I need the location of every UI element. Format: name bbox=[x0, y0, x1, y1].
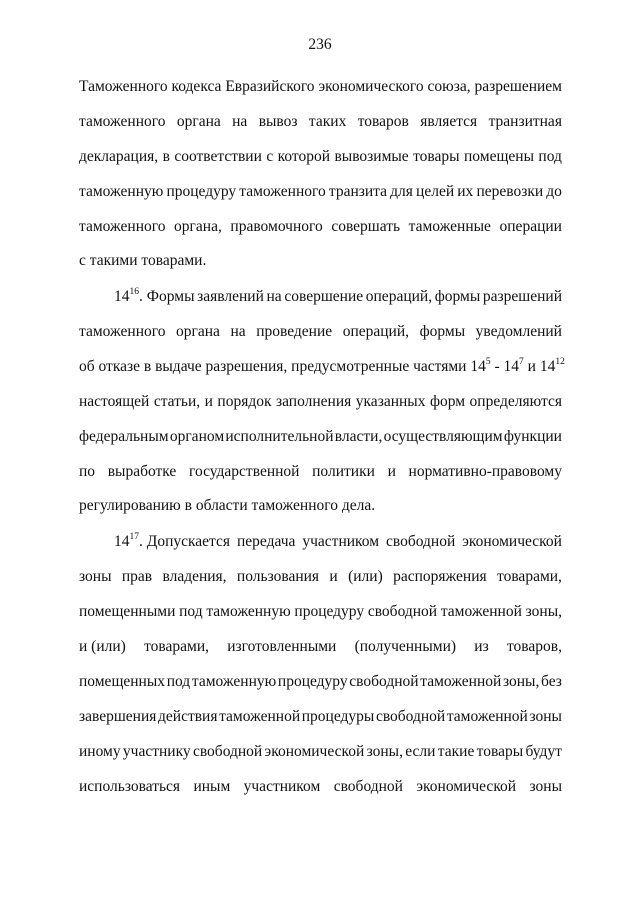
word: под bbox=[538, 148, 562, 165]
p2-line-4 bbox=[79, 392, 562, 412]
word: изготовленными bbox=[227, 638, 337, 655]
word: экономической bbox=[416, 778, 517, 795]
word: политики bbox=[312, 463, 375, 480]
p1-line-6: с такими товарами. bbox=[79, 252, 207, 269]
word: помещены bbox=[464, 148, 534, 165]
word: по bbox=[79, 463, 96, 480]
word: использоваться bbox=[79, 778, 181, 795]
word: если bbox=[405, 743, 436, 760]
word: осуществляющим bbox=[383, 428, 503, 445]
p2-line-5 bbox=[79, 427, 562, 447]
word: свободной bbox=[333, 778, 403, 795]
word: экономического bbox=[318, 78, 424, 95]
ref-part-a: $14^5$ bbox=[470, 356, 491, 375]
p1-line-4 bbox=[79, 182, 562, 202]
p2-line-3: об отказе в выдаче разрешения, предусмотренные частями $14^5 - 14^7$ и $14^{12}$ bbox=[79, 356, 565, 375]
p3-number: $14^{17}$. Допускается bbox=[114, 531, 231, 550]
word: которой bbox=[277, 148, 331, 165]
word: заполнения bbox=[276, 393, 352, 410]
word: таможенной bbox=[420, 673, 502, 690]
word: перевозки bbox=[476, 183, 544, 200]
p3-line-5 bbox=[79, 672, 562, 692]
word: (или) bbox=[348, 568, 383, 585]
word: иному bbox=[79, 743, 121, 760]
word: таможенного bbox=[79, 323, 166, 340]
word: свободной bbox=[367, 603, 438, 620]
p3-line-6 bbox=[79, 707, 562, 727]
word: из bbox=[474, 638, 489, 655]
word: операций, bbox=[342, 323, 410, 340]
word: действия bbox=[158, 708, 218, 725]
word: Таможенного bbox=[79, 78, 168, 95]
word: участником bbox=[243, 778, 321, 795]
word: владения, bbox=[162, 568, 227, 585]
word: свободной bbox=[349, 673, 419, 690]
word: органом bbox=[169, 428, 225, 445]
word: выработке bbox=[107, 463, 177, 480]
word: определяются bbox=[469, 393, 562, 410]
p2-line-7: регулированию в области таможенного дела. bbox=[79, 497, 376, 514]
word: с bbox=[266, 148, 274, 165]
word: пользования bbox=[236, 568, 320, 585]
word: (полученными) bbox=[354, 638, 457, 655]
word: зоны bbox=[529, 778, 562, 795]
word: их bbox=[457, 183, 474, 200]
word: завершения bbox=[79, 708, 157, 725]
p1-line-3 bbox=[79, 147, 562, 167]
ref-part-c: $14^{12}$ bbox=[539, 356, 565, 375]
word: товаров bbox=[357, 113, 409, 130]
word: транзита bbox=[328, 183, 388, 200]
word: Евразийского bbox=[225, 78, 315, 95]
p1-line-2 bbox=[79, 112, 562, 132]
word: разрешением bbox=[474, 78, 562, 95]
p3-line-1: $14^{17}$. Допускается передача участником свободной экономической bbox=[114, 531, 562, 550]
word: государственной bbox=[188, 463, 300, 480]
word: зоны, bbox=[525, 603, 562, 620]
word: свободной bbox=[192, 743, 263, 760]
word: без bbox=[541, 673, 562, 690]
word: целей bbox=[416, 183, 455, 200]
word: в bbox=[162, 148, 170, 165]
word: вывоз bbox=[258, 113, 298, 130]
word: и bbox=[204, 393, 213, 410]
ref-part-b: $14^7$ bbox=[503, 356, 524, 375]
p1-line-1 bbox=[79, 77, 562, 97]
word: товары bbox=[413, 148, 460, 165]
word: зоны, bbox=[366, 743, 403, 760]
word: зоны bbox=[79, 568, 112, 585]
word: таможенного bbox=[79, 113, 166, 130]
word: исполнительной bbox=[225, 428, 334, 445]
word: процедуры bbox=[301, 708, 375, 725]
word: таможенную bbox=[79, 183, 164, 200]
p2-line-6 bbox=[79, 462, 562, 482]
p3-line-2 bbox=[79, 567, 562, 587]
word: кодекса bbox=[171, 78, 222, 95]
word: таможенную bbox=[206, 603, 291, 620]
word: декларация, bbox=[79, 148, 159, 165]
word: таможенного bbox=[239, 183, 326, 200]
word: распоряжения bbox=[393, 568, 487, 585]
word: экономической bbox=[264, 743, 365, 760]
word: указанных bbox=[355, 393, 426, 410]
word: соответствии bbox=[174, 148, 262, 165]
word: форм bbox=[429, 393, 466, 410]
word: товаров, bbox=[506, 638, 562, 655]
word: свободной bbox=[375, 708, 446, 725]
word: товарами, bbox=[144, 638, 209, 655]
word: процедуру bbox=[294, 603, 365, 620]
word: таможенные bbox=[408, 218, 491, 235]
word: процедуру bbox=[166, 183, 237, 200]
word: зоны bbox=[529, 708, 562, 725]
word: вывозимые bbox=[334, 148, 409, 165]
p2-line-2 bbox=[79, 322, 562, 342]
word: органа bbox=[176, 323, 220, 340]
word: власти, bbox=[334, 428, 383, 445]
word: и bbox=[387, 463, 396, 480]
word: помещенными bbox=[79, 603, 176, 620]
word: будут bbox=[525, 743, 562, 760]
word: для bbox=[390, 183, 413, 200]
word: иным bbox=[193, 778, 231, 795]
word: на bbox=[232, 113, 248, 130]
word: органа bbox=[176, 113, 221, 130]
word: нормативно-правовому bbox=[408, 463, 562, 480]
word: таможенной bbox=[446, 708, 528, 725]
word: таких bbox=[308, 113, 347, 130]
word: до bbox=[546, 183, 562, 200]
p3-line-8 bbox=[79, 777, 562, 797]
word: и bbox=[329, 568, 338, 585]
word: таможенной bbox=[440, 603, 522, 620]
word: формы bbox=[419, 323, 466, 340]
word: статьи, bbox=[153, 393, 201, 410]
page-number: 236 bbox=[308, 36, 332, 53]
word: и (или) bbox=[79, 638, 126, 655]
word: прав bbox=[121, 568, 153, 585]
word: под bbox=[166, 673, 191, 690]
p3-line-3 bbox=[79, 602, 562, 622]
word: такие bbox=[437, 743, 475, 760]
word: федеральным bbox=[79, 428, 169, 445]
word: проведение bbox=[256, 323, 333, 340]
word: функции bbox=[503, 428, 562, 445]
word: органа, bbox=[174, 218, 222, 235]
word: на bbox=[230, 323, 246, 340]
word: правомочного bbox=[230, 218, 323, 235]
p3-line-4 bbox=[79, 637, 562, 657]
word: зоны, bbox=[502, 673, 540, 690]
word: процедуру bbox=[277, 673, 348, 690]
word: совершать bbox=[331, 218, 401, 235]
word: уведомлений bbox=[475, 323, 562, 340]
word: участнику bbox=[122, 743, 191, 760]
word: помещенных bbox=[79, 673, 166, 690]
word: операции bbox=[499, 218, 562, 235]
p3-line-7 bbox=[79, 742, 562, 762]
word: таможенную bbox=[191, 673, 277, 690]
word: товарами, bbox=[497, 568, 562, 585]
p2-line-1: $14^{16}$. Формы заявлений на совершение операций, формы разрешений bbox=[114, 286, 562, 305]
word: является bbox=[420, 113, 478, 130]
word: порядок bbox=[217, 393, 272, 410]
word: под bbox=[179, 603, 203, 620]
word: таможенной bbox=[219, 708, 301, 725]
word: настоящей bbox=[79, 393, 150, 410]
word: таможенного bbox=[79, 218, 166, 235]
word: союза, bbox=[427, 78, 471, 95]
p2-number: $14^{16}$. Формы bbox=[114, 286, 195, 305]
word: транзитная bbox=[488, 113, 562, 130]
p1-line-5 bbox=[79, 217, 562, 237]
word: товары bbox=[476, 743, 524, 760]
